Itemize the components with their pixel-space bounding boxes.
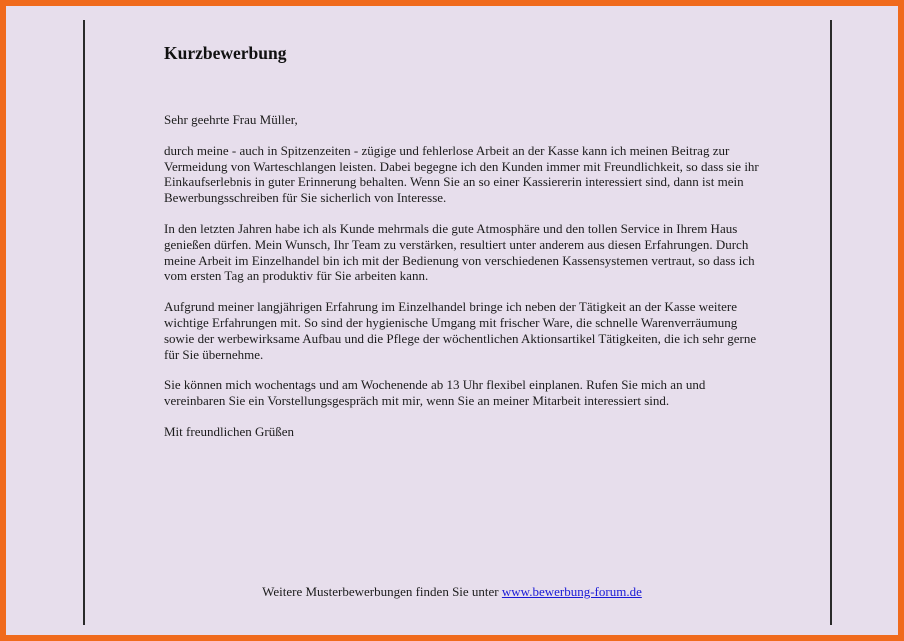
footer-link[interactable]: www.bewerbung-forum.de <box>501 584 642 599</box>
letter-paragraph-4: Sie können mich wochentags und am Wochenende ab 13 Uhr flexibel einplanen. Rufen Sie mich an und vereinbaren Sie ein Vorstellungsgespräch mit mir, wenn Sie an meiner Mitarbeit interessiert sind. <box>164 377 706 409</box>
right-margin-rule <box>830 20 832 625</box>
footer <box>0 584 904 600</box>
letter-title: Kurzbewerbung <box>164 43 287 63</box>
letter-paragraph-3: Aufgrund meiner langjährigen Erfahrung im Einzelhandel bringe ich neben der Tätigkeit an der Kasse weitere wichtige Erfahrungen mit. So sind der hygienische Umgang mit frischer Ware, die schnelle Warenverräumung sowie der werbewirksame Aufbau und die Pflege der wöchentlichen Aktionsartikel Tätigkeiten, die ich sehr gerne für Sie übernehme. <box>164 299 757 362</box>
footer-text: Weitere Musterbewerbungen finden Sie unter <box>262 584 502 599</box>
letter-paragraph-1: durch meine - auch in Spitzenzeiten - zügige und fehlerlose Arbeit an der Kasse kann ich meinen Beitrag zur Vermeidung von Warteschlangen leisten. Dabei begegne ich den Kunden immer mit Freundlichkeit, so dass sie ihr Einkaufserlebnis in guter Erinnerung behalten. Wenn Sie an so einer Kassiererin interessiert sind, dann ist mein Bewerbungsschreiben für Sie sicherlich von Interesse. <box>164 142 759 206</box>
letter-body <box>164 42 764 440</box>
left-margin-rule <box>83 20 85 625</box>
letter-salutation: Sehr geehrte Frau Müller, <box>164 112 298 127</box>
letter-paragraph-2: In den letzten Jahren habe ich als Kunde mehrmals die gute Atmosphäre und den tollen Service in Ihrem Haus genießen dürfen. Mein Wunsch, Ihr Team zu verstärken, resultiert unter anderem aus diesen Erfahrungen. Durch meine Arbeit im Einzelhandel bin ich mit der Bedienung von verschiedenen Kassensystemen vertraut, so dass ich vom ersten Tag an produktiv für Sie arbeiten kann. <box>164 220 755 284</box>
letter-closing: Mit freundlichen Grüßen <box>164 423 294 439</box>
